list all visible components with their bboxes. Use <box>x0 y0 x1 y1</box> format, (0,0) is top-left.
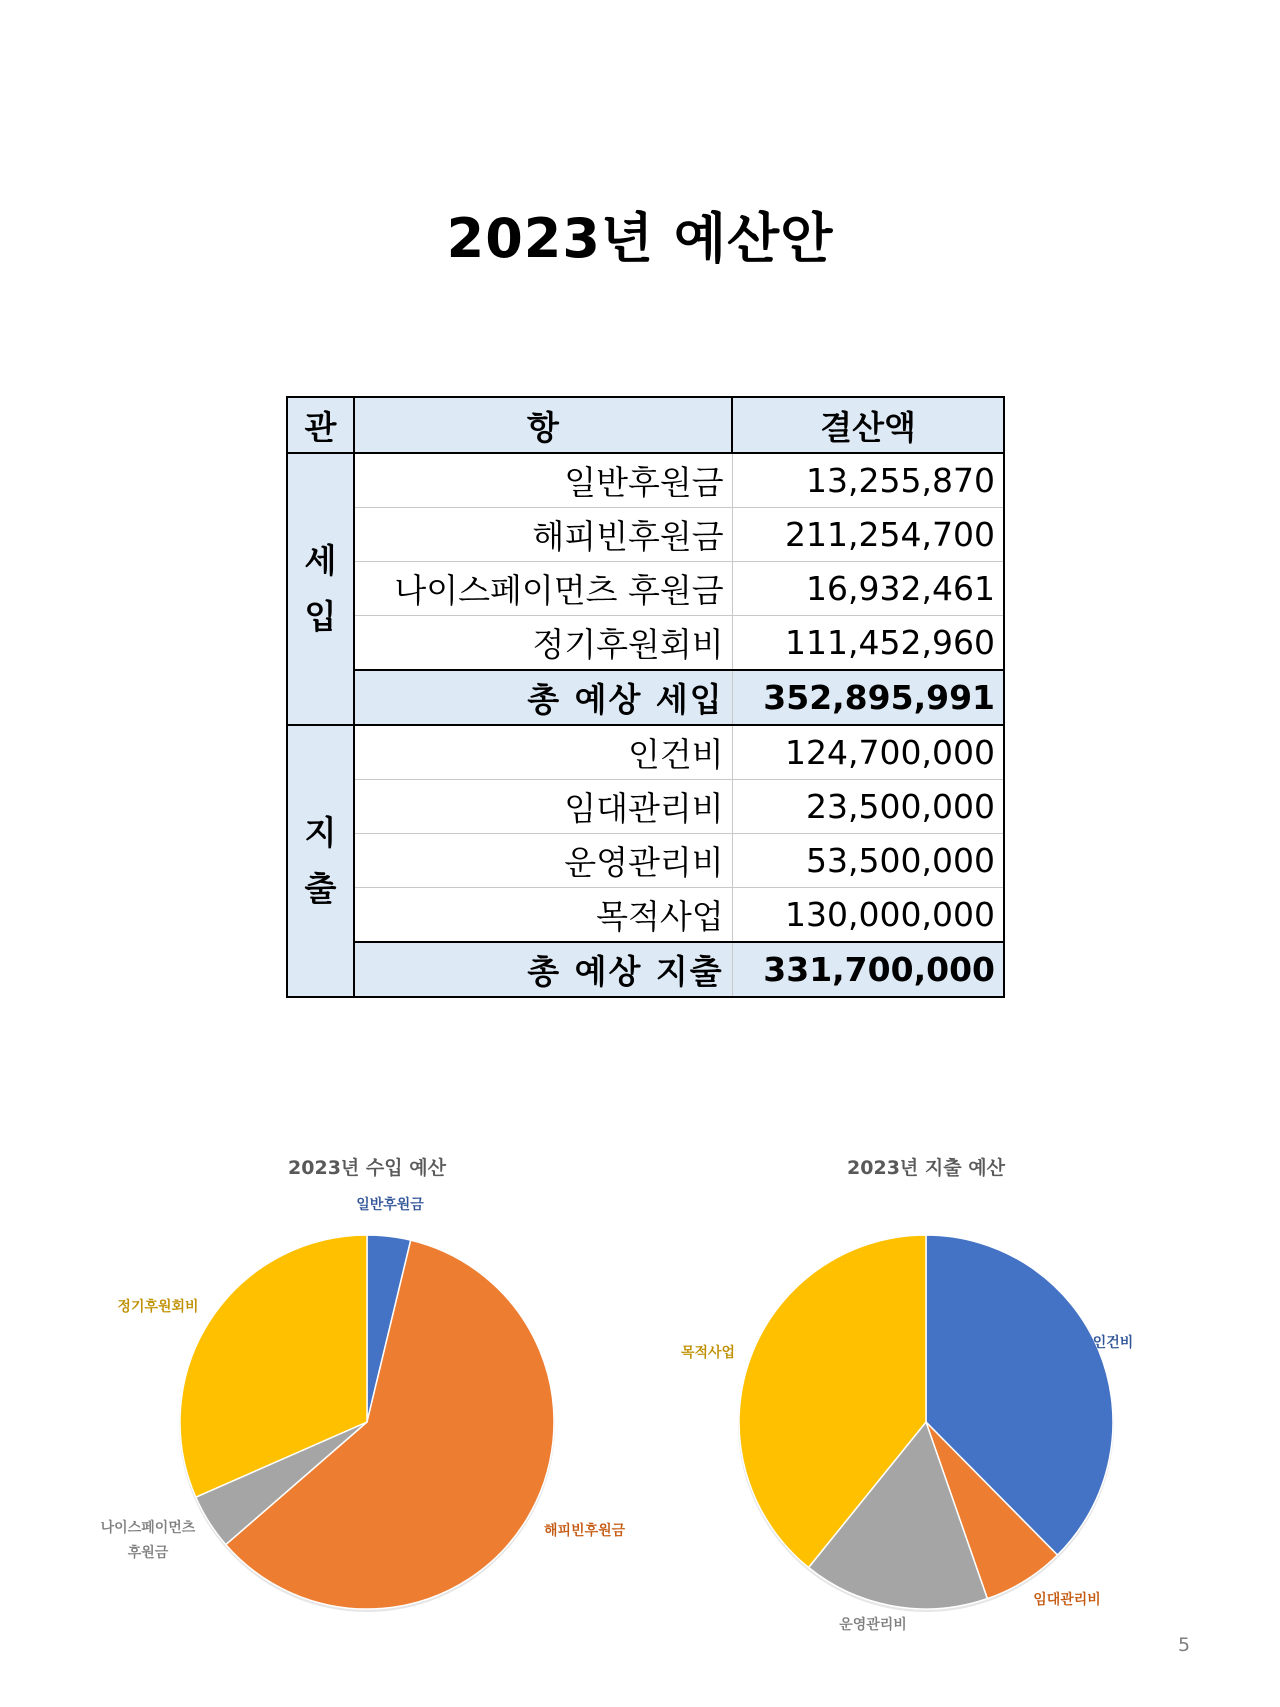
header-amount: 결산액 <box>732 397 1004 453</box>
pie-label-4: 목적사업 <box>680 1345 736 1361</box>
table-row <box>287 888 1004 943</box>
income-amount: 211,254,700 <box>732 508 1004 562</box>
pie-label-3: 나이스페이먼츠 후원금 <box>100 1520 196 1561</box>
income-chart-title: 2023년 수입 예산 <box>288 1157 446 1179</box>
expense-total-row <box>287 942 1004 997</box>
expense-gwan-cell <box>287 725 354 997</box>
page-title: 2023년 예산안 <box>446 207 834 270</box>
expense-pie-chart <box>640 1140 1220 1650</box>
table-row <box>287 834 1004 888</box>
pie-label-1: 인건비 <box>1092 1335 1134 1351</box>
income-item: 정기후원회비 <box>354 616 732 671</box>
income-amount: 111,452,960 <box>732 616 1004 671</box>
expense-item: 운영관리비 <box>354 834 732 888</box>
expense-total-label: 총 예상 지출 <box>354 942 732 997</box>
pie-label-1: 일반후원금 <box>356 1197 424 1213</box>
table-header-row <box>287 397 1004 453</box>
expense-chart-title: 2023년 지출 예산 <box>847 1157 1005 1179</box>
expense-amount: 130,000,000 <box>732 888 1004 943</box>
income-total-label: 총 예상 세입 <box>354 670 732 725</box>
income-pie-chart <box>60 1140 640 1650</box>
income-gwan-cell <box>287 453 354 725</box>
pie-label-2: 해피빈후원금 <box>544 1523 626 1539</box>
income-total-amount: 352,895,991 <box>732 670 1004 725</box>
expense-amount: 124,700,000 <box>732 725 1004 780</box>
expense-item: 인건비 <box>354 725 732 780</box>
expense-gwan-label: 지 출 <box>304 813 337 908</box>
expense-item: 목적사업 <box>354 888 732 943</box>
expense-item: 임대관리비 <box>354 780 732 834</box>
income-amount: 16,932,461 <box>732 562 1004 616</box>
income-gwan-label: 세 입 <box>304 541 337 636</box>
pie-label-4: 정기후원회비 <box>117 1299 199 1315</box>
table-row <box>287 725 1004 780</box>
header-gwan: 관 <box>287 397 354 453</box>
table-row <box>287 453 1004 508</box>
table-row <box>287 562 1004 616</box>
income-total-row <box>287 670 1004 725</box>
pie-label-2: 임대관리비 <box>1033 1592 1101 1608</box>
table-row <box>287 780 1004 834</box>
header-hang: 항 <box>354 397 732 453</box>
income-item: 일반후원금 <box>354 453 732 508</box>
table-row <box>287 508 1004 562</box>
expense-amount: 23,500,000 <box>732 780 1004 834</box>
income-item: 나이스페이먼츠 후원금 <box>354 562 732 616</box>
budget-table <box>286 396 1005 998</box>
page-number: 5 <box>1178 1634 1191 1656</box>
income-amount: 13,255,870 <box>732 453 1004 508</box>
expense-amount: 53,500,000 <box>732 834 1004 888</box>
pie-label-3: 운영관리비 <box>839 1617 907 1633</box>
expense-total-amount: 331,700,000 <box>732 942 1004 997</box>
table-row <box>287 616 1004 671</box>
income-item: 해피빈후원금 <box>354 508 732 562</box>
